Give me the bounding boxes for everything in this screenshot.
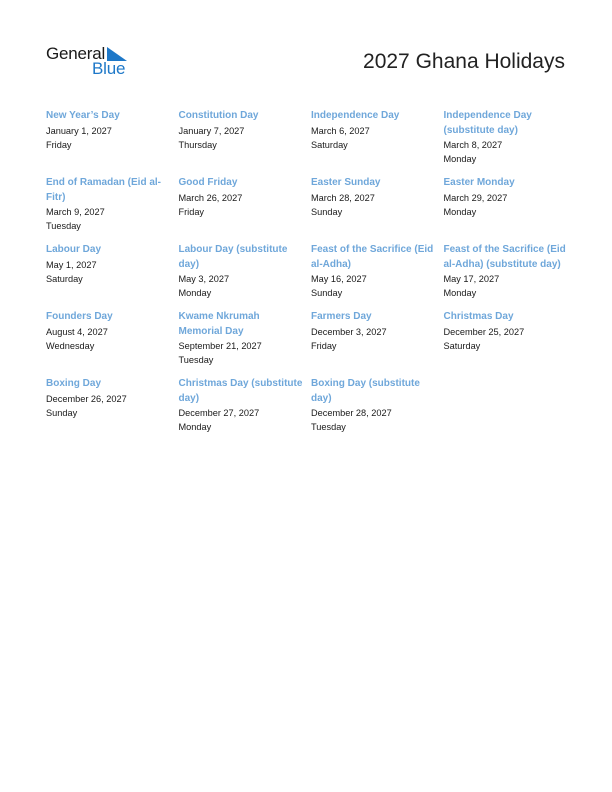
holiday-entry xyxy=(179,310,312,367)
holiday-row xyxy=(46,176,576,243)
holiday-date: May 3, 2027 xyxy=(178,274,230,284)
holiday-row xyxy=(46,377,576,444)
holiday-entry xyxy=(444,109,577,166)
holiday-weekday: Tuesday xyxy=(311,422,346,432)
holiday-date: December 3, 2027 xyxy=(311,326,387,337)
holiday-name: New Year’s Day xyxy=(46,110,120,121)
holiday-entry xyxy=(311,109,444,166)
holiday-name: Boxing Day (substitute day) xyxy=(311,378,420,404)
holiday-name: Christmas Day xyxy=(443,311,514,322)
holiday-name: Independence Day xyxy=(311,110,400,121)
holiday-weekday: Monday xyxy=(443,288,477,298)
holiday-weekday: Friday xyxy=(311,340,337,351)
holiday-row xyxy=(46,109,576,176)
holiday-weekday: Monday xyxy=(443,206,477,217)
holiday-entry xyxy=(311,377,444,434)
holiday-weekday: Monday xyxy=(443,154,477,164)
holiday-name: Feast of the Sacrifice (Eid al-Adha) xyxy=(311,244,434,270)
holiday-entry xyxy=(311,310,444,367)
logo xyxy=(46,45,136,81)
holiday-entry xyxy=(444,176,577,233)
holiday-date: January 1, 2027 xyxy=(46,125,112,136)
holiday-date: May 1, 2027 xyxy=(46,259,97,270)
holiday-entry xyxy=(179,243,312,300)
holiday-weekday: Friday xyxy=(46,139,72,150)
holiday-name: Farmers Day xyxy=(311,311,372,322)
logo-word-blue: Blue xyxy=(92,59,126,78)
holiday-date: March 26, 2027 xyxy=(178,192,243,203)
holiday-entry xyxy=(179,176,312,233)
holiday-entry xyxy=(311,243,444,300)
page-title: 2027 Ghana Holidays xyxy=(363,50,565,73)
holiday-name: Independence Day (substitute day) xyxy=(443,110,532,136)
holiday-date: December 25, 2027 xyxy=(443,326,525,337)
holiday-weekday: Saturday xyxy=(443,340,481,351)
holiday-date: March 6, 2027 xyxy=(311,125,370,136)
holiday-date: March 28, 2027 xyxy=(311,192,375,203)
holiday-date: May 17, 2027 xyxy=(443,274,500,284)
holiday-entry xyxy=(46,377,179,434)
holiday-entry xyxy=(46,243,179,300)
holiday-weekday: Wednesday xyxy=(46,340,95,351)
holiday-entry xyxy=(179,377,312,434)
holiday-weekday: Saturday xyxy=(46,273,83,284)
holiday-date: December 27, 2027 xyxy=(178,408,260,418)
holiday-weekday: Friday xyxy=(178,206,205,217)
holiday-entry xyxy=(311,176,444,233)
holiday-date: September 21, 2027 xyxy=(178,341,262,351)
holiday-grid xyxy=(46,109,576,444)
holiday-weekday: Saturday xyxy=(311,139,348,150)
holiday-weekday: Tuesday xyxy=(46,221,81,231)
holiday-date: January 7, 2027 xyxy=(178,125,245,136)
holiday-entry xyxy=(46,176,179,233)
holiday-name: End of Ramadan (Eid al-Fitr) xyxy=(46,177,162,203)
holiday-weekday: Tuesday xyxy=(178,355,214,365)
holiday-row xyxy=(46,310,576,377)
holiday-name: Constitution Day xyxy=(178,110,259,121)
holiday-weekday: Sunday xyxy=(46,407,78,418)
holiday-date: December 26, 2027 xyxy=(46,393,127,404)
holiday-date: December 28, 2027 xyxy=(311,408,392,418)
holiday-entry xyxy=(46,109,179,166)
holiday-entry xyxy=(444,243,577,300)
holiday-name: Good Friday xyxy=(178,177,238,188)
holiday-weekday: Monday xyxy=(178,288,212,298)
holiday-weekday: Monday xyxy=(178,422,212,432)
holiday-row xyxy=(46,243,576,310)
holiday-name: Boxing Day xyxy=(46,378,102,389)
holiday-name: Labour Day xyxy=(46,244,102,255)
holiday-weekday: Sunday xyxy=(311,288,343,298)
holiday-name: Easter Monday xyxy=(443,177,515,188)
holiday-date: May 16, 2027 xyxy=(311,274,367,284)
logo-word-general: General xyxy=(46,44,106,63)
holiday-name: Founders Day xyxy=(46,311,113,322)
holiday-name: Kwame Nkrumah Memorial Day xyxy=(178,311,260,337)
holiday-entry xyxy=(46,310,179,367)
holiday-name: Feast of the Sacrifice (Eid al-Adha) (substitute day) xyxy=(443,244,566,270)
holiday-date: August 4, 2027 xyxy=(46,326,108,337)
holiday-entry xyxy=(179,109,312,166)
holiday-weekday: Sunday xyxy=(311,206,343,217)
holiday-entry xyxy=(444,310,577,367)
holiday-name: Christmas Day (substitute day) xyxy=(178,378,303,404)
holiday-date: March 9, 2027 xyxy=(46,207,105,217)
holiday-weekday: Thursday xyxy=(178,139,217,150)
holiday-name: Labour Day (substitute day) xyxy=(178,244,288,270)
holiday-date: March 8, 2027 xyxy=(443,140,503,150)
holiday-name: Easter Sunday xyxy=(311,177,381,188)
holiday-date: March 29, 2027 xyxy=(443,192,508,203)
